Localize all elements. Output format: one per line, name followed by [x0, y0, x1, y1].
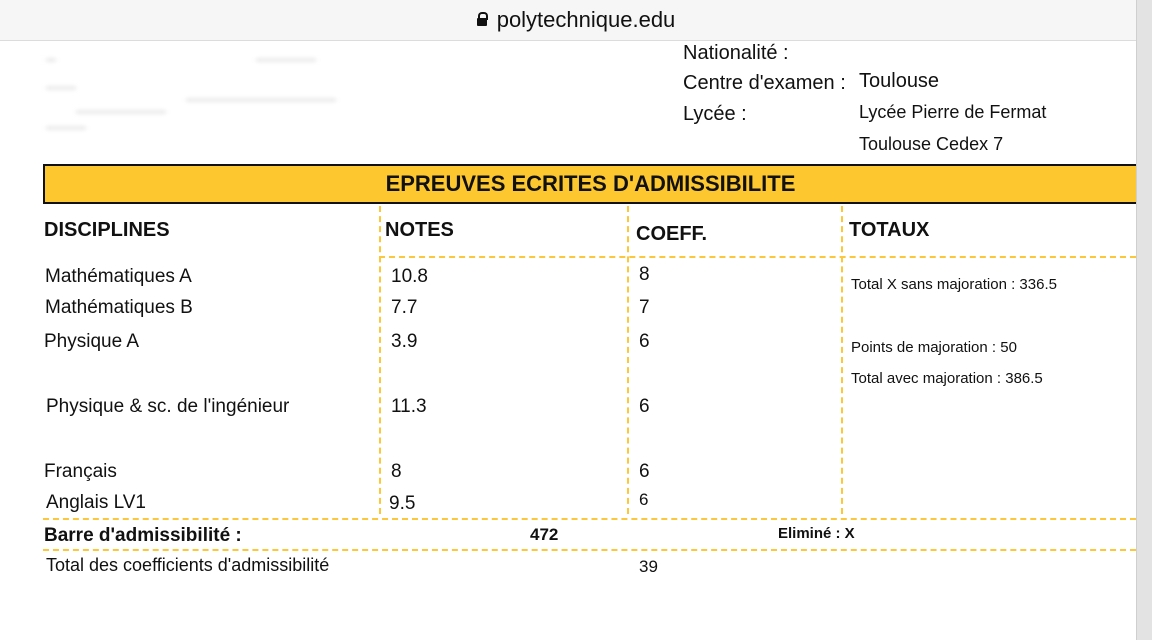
exam-center-value: Toulouse [859, 70, 940, 92]
note-cell: 8 [391, 461, 402, 482]
header-disciplines: DISCIPLINES [44, 219, 170, 241]
barre-value: 472 [530, 525, 559, 544]
row-divider [43, 549, 1136, 551]
total-sans-majoration: Total X sans majoration : 336.5 [851, 276, 1057, 293]
note-cell: 11.3 [391, 396, 427, 417]
coeff-cell: 8 [639, 264, 650, 285]
note-cell: 3.9 [391, 331, 418, 352]
total-coeff-label: Total des coefficients d'admissibilité [46, 555, 330, 575]
coeff-cell: 6 [639, 490, 649, 509]
section-title-banner [43, 164, 1136, 204]
scrollbar[interactable] [1136, 0, 1152, 640]
points-majoration: Points de majoration : 50 [851, 339, 1017, 356]
header-totaux: TOTAUX [849, 219, 930, 241]
header-coeff: COEFF. [636, 223, 708, 245]
coeff-cell: 6 [639, 461, 650, 482]
column-divider [379, 206, 381, 514]
discipline-cell: Physique & sc. de l'ingénieur [46, 396, 290, 417]
note-cell: 10.8 [391, 266, 428, 287]
discipline-cell: Mathématiques B [45, 297, 193, 318]
redacted-candidate-block [46, 49, 346, 129]
discipline-cell: Physique A [44, 331, 140, 352]
url-text: polytechnique.edu [496, 7, 676, 32]
lycee-label: Lycée : [683, 103, 747, 125]
discipline-cell: Français [44, 461, 117, 482]
lock-icon [477, 12, 487, 26]
header-divider [379, 256, 1136, 258]
section-title: EPREUVES ECRITES D'ADMISSIBILITE [385, 171, 796, 196]
nationality-label: Nationalité : [683, 42, 789, 64]
column-divider [841, 206, 843, 514]
row-divider [43, 518, 1136, 520]
exam-center-label: Centre d'examen : [683, 72, 846, 94]
document-page [0, 41, 1136, 640]
discipline-cell: Mathématiques A [45, 266, 192, 287]
coeff-cell: 6 [639, 396, 650, 417]
total-coeff-value: 39 [639, 557, 658, 576]
lycee-city: Toulouse Cedex 7 [859, 134, 1004, 154]
total-avec-majoration: Total avec majoration : 386.5 [851, 370, 1043, 387]
column-divider [627, 206, 629, 514]
note-cell: 7.7 [391, 297, 418, 318]
barre-label: Barre d'admissibilité : [44, 525, 242, 546]
discipline-cell: Anglais LV1 [46, 492, 146, 513]
header-notes: NOTES [385, 219, 454, 241]
coeff-cell: 6 [639, 331, 650, 352]
note-cell: 9.5 [389, 493, 416, 514]
coeff-cell: 7 [639, 297, 650, 318]
elimine-status: Eliminé : X [778, 525, 855, 542]
lycee-name: Lycée Pierre de Fermat [859, 102, 1047, 122]
browser-address-bar[interactable] [0, 0, 1152, 41]
